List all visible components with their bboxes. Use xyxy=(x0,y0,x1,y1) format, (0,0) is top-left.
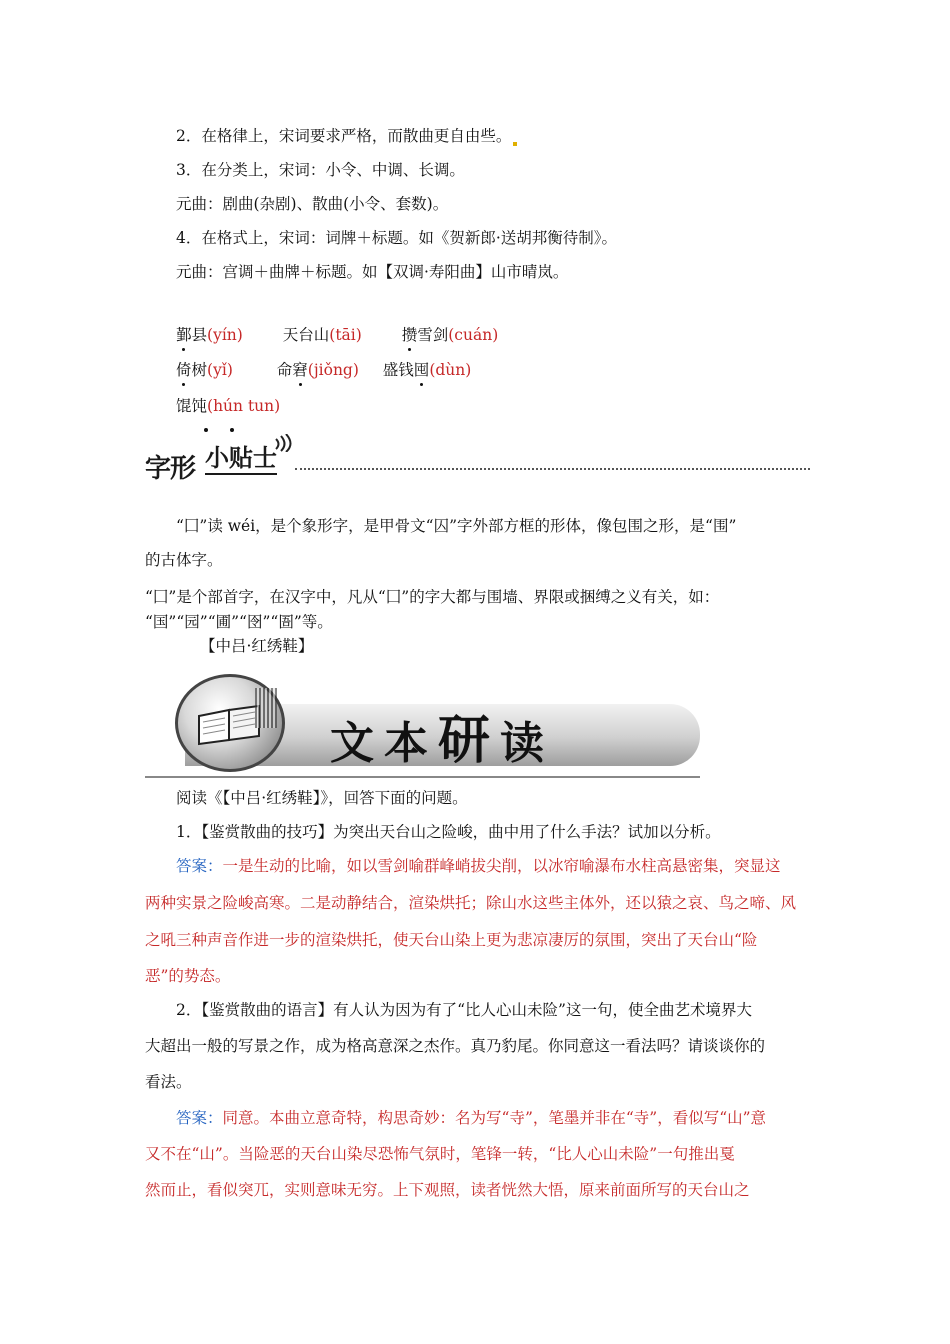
dotted-divider xyxy=(295,468,810,470)
reading-intro: 阅读《【中吕·红绣鞋】》，回答下面的问题。 xyxy=(176,789,468,807)
reading-banner-title: 文本研读 xyxy=(330,711,555,771)
film-strip-decoration xyxy=(255,688,277,728)
pinyin-row-1: 鄞 县(yín) 天台山(tāi) 攒 雪剑(cuán) xyxy=(176,325,498,345)
pinyin-4: (yǐ) xyxy=(207,361,233,379)
zixing-para-4: “国”“园”“圃”“囹”“圄”等。 xyxy=(145,613,333,631)
zixing-para-1: “囗”读 wéi，是个象形字，是甲骨文“囚”字外部方框的形体，像包围之形，是“围” xyxy=(176,517,737,535)
zixing-banner xyxy=(145,430,810,484)
pinyin-7: (hún tun) xyxy=(207,397,281,415)
pinyin-word-1: 鄞 xyxy=(176,326,192,344)
answer-1-line-2: 两种实景之险峻高寒。二是动静结合，渲染烘托；除山水这些主体外，还以猿之哀、鸟之啼、风 xyxy=(145,894,797,912)
pinyin-word-3: 攒 雪剑 xyxy=(402,326,449,344)
pinyin-word-5: 命窘 xyxy=(277,361,308,379)
zixing-subtitle: 小贴士 xyxy=(205,438,277,475)
question-1: 1．【鉴赏散曲的技巧】为突出天台山之险峻，曲中用了什么手法？试加以分析。 xyxy=(176,823,721,841)
pinyin-word-6: 盛钱囤 xyxy=(383,361,430,379)
pinyin-2: (tāi) xyxy=(329,326,362,344)
zixing-title: 字形 xyxy=(145,454,196,484)
answer-1-line-4: 恶”的势态。 xyxy=(145,967,231,985)
intro-line-1: 2．在格律上，宋词要求严格，而散曲更自由些。 xyxy=(176,126,517,146)
zixing-para-3: “囗”是个部首字，在汉字中，凡从“囗”的字大都与围墙、界限或捆缚之义有关，如： xyxy=(145,588,720,606)
answer-2-line-1: 答案：同意。本曲立意奇特，构思奇妙：名为写“寺”，笔墨并非在“寺”，看似写“山”意 xyxy=(176,1109,767,1127)
banner-underline xyxy=(145,776,700,778)
question-2-line-2: 大超出一般的写景之作，成为格高意深之杰作。真乃豹尾。你同意这一看法吗？请谈谈你的 xyxy=(145,1037,766,1055)
pinyin-row-3 xyxy=(176,396,280,416)
intro-line-5: 元曲：宫调＋曲牌＋标题。如【双调·寿阳曲】山市晴岚。 xyxy=(176,263,569,281)
pinyin-word-2: 天台山 xyxy=(282,326,330,344)
question-2-line-1: 2．【鉴赏散曲的语言】有人认为因为有了“比人心山未险”这一句，使全曲艺术境界大 xyxy=(176,1001,752,1019)
answer-1-line-3: 之吼三种声音作进一步的渲染烘托，使天台山染上更为悲凉凄厉的氛围，突出了天台山“险 xyxy=(145,931,758,949)
pinyin-word-7: 馄饨 xyxy=(176,397,208,415)
reading-banner xyxy=(145,668,700,778)
pinyin-3: (cuán) xyxy=(448,326,499,344)
pinyin-word-4: 倚 树 xyxy=(176,361,207,379)
intro-line-2: 3．在分类上，宋词：小令、中调、长调。 xyxy=(176,161,465,179)
pinyin-row-2 xyxy=(176,360,471,380)
pinyin-1: (yín) xyxy=(207,326,243,344)
question-2-line-3: 看法。 xyxy=(145,1073,192,1091)
yellow-mark xyxy=(513,142,517,146)
answer-1-line-1: 答案：一是生动的比喻，如以雪剑喻群峰峭拔尖削，以冰帘喻瀑布水柱高悬密集，突显这 xyxy=(176,857,781,875)
poem-title: 【中吕·红绣鞋】 xyxy=(200,637,314,655)
pinyin-6: (dùn) xyxy=(429,361,472,379)
zixing-para-2: 的古体字。 xyxy=(145,551,223,569)
signal-wave-icon xyxy=(273,434,295,452)
answer-2-line-2: 又不在“山”。当险恶的天台山染尽恐怖气氛时，笔锋一转，“比人心山未险”一句推出戛 xyxy=(145,1145,735,1163)
intro-line-3: 元曲：剧曲(杂剧)、散曲(小令、套数)。 xyxy=(176,195,449,213)
answer-2-line-3: 然而止，看似突兀，实则意味无穷。上下观照，读者恍然大悟，原来前面所写的天台山之 xyxy=(145,1181,750,1199)
pinyin-5: (jiǒng) xyxy=(307,361,359,379)
intro-line-4: 4．在格式上，宋词：词牌＋标题。如《贺新郎·送胡邦衡待制》。 xyxy=(176,229,618,247)
